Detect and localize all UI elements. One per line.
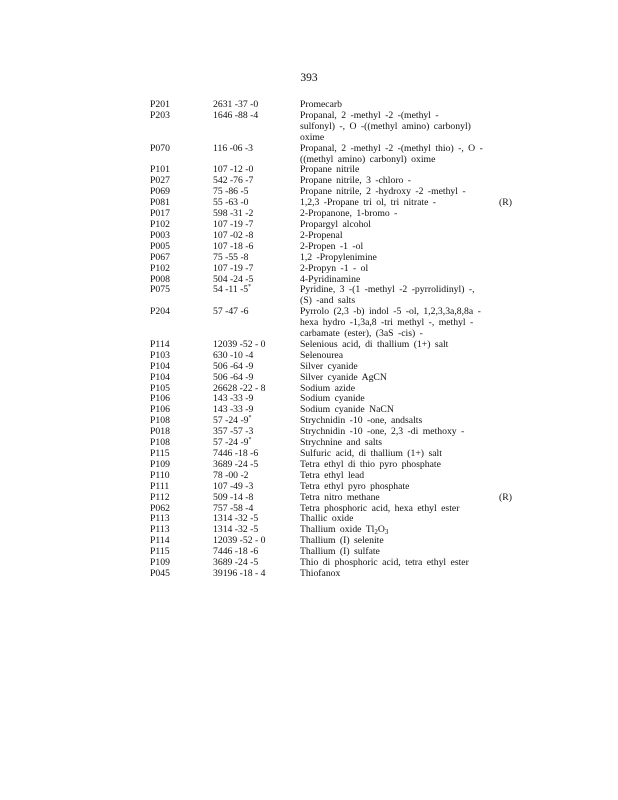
- formula-subscript: 2: [374, 528, 378, 537]
- cas-number-text: 12039 -52 - 0: [213, 535, 266, 547]
- waste-code: P106: [150, 393, 170, 405]
- cas-number-text: 107 -19 -7: [213, 218, 254, 230]
- substance-name: [300, 569, 500, 580]
- cas-number-text: 7446 -18 -6: [213, 448, 259, 459]
- waste-code: P112: [150, 491, 170, 503]
- substance-name: [300, 482, 500, 493]
- table-row: [0, 482, 618, 493]
- waste-code: P104: [150, 371, 170, 383]
- table-row: [0, 111, 618, 144]
- substance-name-line: 2-Propanone, 1-bromo -: [300, 208, 398, 220]
- cas-number-text: 116 -06 -3: [213, 142, 253, 154]
- substance-name-line: Silver cyanide AgCN: [300, 371, 387, 383]
- substance-name-line: oxime: [300, 131, 325, 143]
- cas-number: [213, 285, 251, 296]
- waste-code: P108: [150, 415, 170, 427]
- substance-name-line: Silver cyanide: [300, 360, 358, 372]
- waste-code: P109: [150, 458, 170, 470]
- cas-number-text: 57 -24 -9: [213, 437, 249, 449]
- waste-code: P109: [150, 557, 170, 569]
- waste-code: P105: [150, 382, 170, 394]
- cas-number: [213, 569, 265, 580]
- cas-footnote-mark: *: [248, 284, 252, 291]
- cas-number-text: 598 -31 -2: [213, 208, 254, 220]
- substance-name-line: Tetra ethyl lead: [300, 469, 365, 481]
- cas-number-text: 1314 -32 -5: [213, 513, 259, 525]
- waste-code: P111: [150, 480, 170, 492]
- substance-name-line: 1,2 -Propylenimine: [300, 251, 377, 263]
- substance-name-line: (S) -and salts: [300, 295, 356, 307]
- substance-name-line: ((methyl amino) carbonyl) oxime: [300, 153, 436, 165]
- substance-name-line: Propane nitrile: [300, 164, 360, 176]
- substance-name-line: Thiofanox: [300, 567, 341, 579]
- cas-number-text: 506 -64 -9: [213, 371, 254, 383]
- waste-code: P102: [150, 262, 170, 274]
- cas-number-text: 506 -64 -9: [213, 360, 254, 372]
- substance-name-line: Tetra ethyl pyro phosphate: [300, 480, 410, 492]
- cas-number-text: 107 -02 -8: [213, 229, 254, 241]
- cas-number-text: 75 -86 -5: [213, 186, 249, 198]
- cas-number-text: 26628 -22 - 8: [213, 382, 266, 394]
- substance-name-line: Thio di phosphoric acid, tetra ethyl ester: [300, 557, 469, 569]
- waste-code: P108: [150, 437, 170, 449]
- cas-footnote-mark: *: [248, 415, 252, 422]
- cas-number-text: 143 -33 -9: [213, 393, 254, 405]
- substance-name-line: Thallium (I) selenite: [300, 535, 384, 547]
- substance-name-line: 2-Propen -1 -ol: [300, 240, 364, 252]
- cas-number-text: 2631 -37 -0: [213, 99, 259, 110]
- substance-name-line: Sodium cyanide: [300, 393, 365, 405]
- substance-name-line: Selenourea: [300, 349, 344, 361]
- cas-number: [213, 307, 249, 318]
- cas-number-text: 1646 -88 -4: [213, 109, 259, 121]
- waste-code: P114: [150, 535, 170, 547]
- reactivity-flag: (R): [499, 197, 512, 209]
- cas-footnote-mark: *: [248, 437, 252, 444]
- formula-part: Thallium oxide Tl: [300, 524, 375, 536]
- substance-name-line: Strychnine and salts: [300, 437, 383, 449]
- substance-name-line: 2-Propenal: [300, 229, 343, 241]
- substance-name: [300, 253, 500, 264]
- substance-name-line: Selenious acid, di thallium (1+) salt: [300, 338, 449, 350]
- substance-name-line: hexa hydro -1,3a,8 -tri methyl -, methyl -: [300, 317, 474, 329]
- substance-name-line: Tetra phosphoric acid, hexa ethyl ester: [300, 502, 460, 514]
- waste-code: P003: [150, 229, 170, 241]
- cas-number-text: 630 -10 -4: [213, 349, 254, 361]
- waste-code: P062: [150, 502, 170, 514]
- waste-code: P101: [150, 164, 170, 176]
- substance-name: [300, 307, 500, 340]
- substance-name-line: Propane nitrile, 2 -hydroxy -2 -methyl -: [300, 186, 466, 198]
- substance-name-line: Thallium (I) sulfate: [300, 546, 380, 558]
- substance-name-line: 1,2,3 -Propane tri ol, tri nitrate -: [300, 197, 437, 209]
- cas-number-text: 7446 -18 -6: [213, 546, 259, 558]
- table-row: [0, 285, 618, 307]
- cas-number-text: 757 -58 -4: [213, 502, 254, 514]
- substance-name: [300, 493, 500, 504]
- waste-code: P103: [150, 349, 170, 361]
- cas-number-text: 3689 -24 -5: [213, 458, 259, 470]
- waste-code: P203: [150, 109, 170, 121]
- cas-number-text: 509 -14 -8: [213, 491, 254, 503]
- substance-name-line: Tetra nitro methane: [300, 491, 380, 503]
- substance-name: [300, 111, 500, 144]
- cas-number-text: 57 -24 -9: [213, 415, 249, 427]
- substance-name-line: Propane nitrile, 3 -chloro -: [300, 175, 412, 187]
- table-row: [0, 307, 618, 340]
- cas-number-text: 55 -63 -0: [213, 197, 249, 209]
- substance-name-line: Propargyl alcohol: [300, 218, 371, 230]
- substance-name-line: carbamate (ester), (3aS -cis) -: [300, 328, 423, 340]
- cas-number-text: 75 -55 -8: [213, 251, 249, 263]
- cas-number-text: 143 -33 -9: [213, 404, 254, 416]
- waste-code: P045: [150, 567, 170, 579]
- waste-code: P008: [150, 273, 170, 285]
- substance-name-line: Pyrrolo (2,3 -b) indol -5 -ol, 1,2,3,3a,8,8a -: [300, 306, 481, 318]
- waste-code: P102: [150, 218, 170, 230]
- table-row: [0, 373, 618, 384]
- waste-code: P069: [150, 186, 170, 198]
- cas-number: [213, 111, 258, 122]
- table-row: [0, 493, 618, 504]
- waste-code: P204: [150, 306, 170, 318]
- substance-name-line: Sodium cyanide NaCN: [300, 404, 394, 416]
- waste-code: P113: [150, 524, 170, 536]
- waste-code: P018: [150, 426, 170, 438]
- table-row: [0, 144, 618, 166]
- substance-name: [300, 264, 500, 275]
- substance-name-line: Propanal, 2 -methyl -2 -(methyl -: [300, 109, 439, 121]
- substance-name-line: sulfonyl) -, O -((methyl amino) carbonyl): [300, 120, 471, 132]
- cas-number-text: 107 -12 -0: [213, 164, 254, 176]
- formula-subscript: 3: [384, 528, 389, 537]
- substance-name-line: Sulfuric acid, di thallium (1+) salt: [300, 448, 442, 459]
- substance-name-line: 4-Pyridinamine: [300, 273, 361, 285]
- cas-number-text: 78 -00 -2: [213, 469, 249, 481]
- reactivity-flag: (R): [499, 491, 512, 503]
- table-row: [0, 569, 618, 580]
- cas-number-text: 54 -11 -5: [213, 284, 249, 296]
- waste-code: P081: [150, 197, 170, 209]
- table-row: [0, 264, 618, 275]
- waste-code: P114: [150, 338, 170, 350]
- substance-name-line: Promecarb: [300, 99, 342, 110]
- cas-number-text: 107 -49 -3: [213, 480, 254, 492]
- cas-number-text: 357 -57 -3: [213, 426, 254, 438]
- waste-code: P104: [150, 360, 170, 372]
- waste-code: P110: [150, 469, 170, 481]
- cas-number-text: 542 -76 -7: [213, 175, 254, 187]
- cas-number: [213, 144, 253, 155]
- substance-name-line: Sodium azide: [300, 382, 356, 394]
- cas-number-text: 107 -19 -7: [213, 262, 254, 274]
- substance-name-line: Strychnidin -10 -one, 2,3 -di methoxy -: [300, 426, 465, 438]
- waste-code: P067: [150, 251, 170, 263]
- waste-code: P113: [150, 513, 170, 525]
- substance-name: [300, 285, 500, 307]
- waste-code: P201: [150, 99, 170, 110]
- substance-name-line: Propanal, 2 -methyl -2 -(methyl thio) -, O -: [300, 142, 483, 154]
- cas-number-text: 3689 -24 -5: [213, 557, 259, 569]
- waste-code: P106: [150, 404, 170, 416]
- table-row: [0, 253, 618, 264]
- waste-code: P005: [150, 240, 170, 252]
- cas-number-text: 1314 -32 -5: [213, 524, 259, 536]
- waste-code: P075: [150, 284, 170, 296]
- substance-name: [300, 373, 500, 384]
- waste-code: P070: [150, 142, 170, 154]
- cas-number-text: 39196 -18 - 4: [213, 567, 266, 579]
- page-number: 393: [300, 72, 318, 84]
- substance-name-line: 2-Propyn -1 - ol: [300, 262, 369, 274]
- substance-name: [300, 144, 500, 166]
- cas-number-text: 107 -18 -6: [213, 240, 254, 252]
- substance-name-line: Thallic oxide: [300, 513, 354, 525]
- substance-name-line: Pyridine, 3 -(1 -methyl -2 -pyrrolidinyl) -,: [300, 284, 475, 296]
- waste-code: P115: [150, 546, 170, 558]
- cas-number-text: 12039 -52 - 0: [213, 338, 266, 350]
- waste-code: P027: [150, 175, 170, 187]
- formula-part: O: [377, 524, 385, 536]
- substance-name-line: Strychnidin -10 -one, andsalts: [300, 415, 423, 427]
- waste-code: P017: [150, 208, 170, 220]
- substance-name-line: Tetra ethyl di thio pyro phosphate: [300, 458, 441, 470]
- cas-number-text: 57 -47 -6: [213, 306, 249, 318]
- hazardous-waste-table: [0, 100, 618, 580]
- cas-number-text: 504 -24 -5: [213, 273, 254, 285]
- waste-code: P115: [150, 448, 170, 459]
